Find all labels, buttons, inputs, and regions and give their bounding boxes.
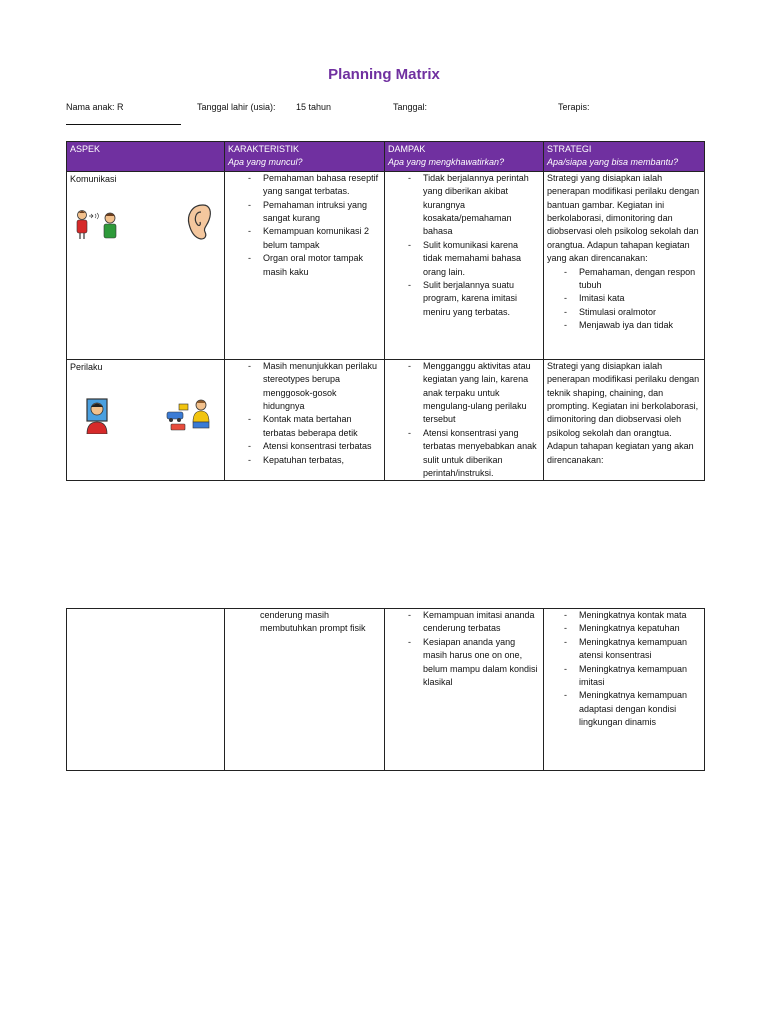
list-item: - Pemahaman bahasa reseptif yang sangat terbatas.: [228, 172, 381, 199]
list-item: - Stimulasi oralmotor: [547, 306, 701, 319]
aspek-label: Komunikasi: [70, 173, 117, 184]
nama-anak: Nama anak: R: [66, 102, 124, 112]
talking-people-icon: [74, 208, 122, 240]
list-item: - Meningkatnya kemampuan atensi konsentrasi: [547, 636, 701, 663]
aspek-cell: [67, 359, 225, 481]
list-item: - Mengganggu aktivitas atau kegiatan yang lain, karena anak terpaku untuk mengulang-ulang perilaku tersebut: [388, 360, 540, 427]
dampak-cell: [385, 359, 544, 481]
list-item: - Sulit berjalannya suatu program, karena imitasi meniru yang terbatas.: [388, 279, 540, 319]
aspek-label: Perilaku: [70, 361, 103, 372]
planning-matrix-table: [66, 141, 705, 481]
list-item: - Kepatuhan terbatas,: [228, 454, 381, 467]
list-item: - Kemampuan komunikasi 2 belum tampak: [228, 225, 381, 252]
list-item: - Imitasi kata: [547, 292, 701, 305]
header-dampak: DAMPAK Apa yang mengkhawatirkan?: [385, 142, 544, 172]
tanggal-lahir-label: Tanggal lahir (usia):: [197, 102, 276, 112]
karakteristik-cell: [225, 171, 385, 359]
table-row-perilaku: [67, 359, 705, 481]
list-item: - Meningkatnya kemampuan adaptasi dengan kondisi lingkungan dinamis: [547, 689, 701, 729]
name-underline: [66, 124, 181, 125]
header-karakteristik: KARAKTERISTIK Apa yang muncul?: [225, 142, 385, 172]
list-item: - Pemahaman, dengan respon tubuh: [547, 266, 701, 293]
planning-matrix-continuation-table: [66, 608, 705, 771]
page-title: Planning Matrix: [328, 66, 440, 83]
tanggal-label: Tanggal:: [393, 102, 428, 112]
list-item: - Sulit komunikasi karena tidak memahami bahasa orang lain.: [388, 239, 540, 279]
list-item: - Kesiapan ananda yang masih harus one on one, belum mampu dalam kondisi klasikal: [388, 636, 540, 690]
header-strategi: STRATEGI Apa/siapa yang bisa membantu?: [544, 142, 705, 172]
dampak-cell: [385, 171, 544, 359]
table-row-perilaku-continued: [67, 609, 705, 771]
list-item: - Meningkatnya kontak mata: [547, 609, 701, 622]
karakteristik-cell: [225, 609, 385, 771]
list-item: - Kemampuan imitasi ananda cenderung terbatas: [388, 609, 540, 636]
karakteristik-continued-text: cenderung masih membutuhkan prompt fisik: [260, 610, 366, 634]
list-item: - Meningkatnya kemampuan imitasi: [547, 663, 701, 690]
terapis-label: Terapis:: [558, 102, 590, 112]
list-item: - Kontak mata bertahan terbatas beberapa detik: [228, 413, 381, 440]
aspek-cell: [67, 171, 225, 359]
header-row: [67, 142, 705, 172]
strategi-text: Strategi yang disiapkan ialah penerapan modifikasi perilaku dengan teknik shaping, chaining, dan prompting. Kegiatan ini berkolaborasi, dimonitoring dan diobservasi oleh psikolog sekolah dan orangtua. Adapun tahapan kegiatan yang akan direncanakan:: [547, 360, 700, 465]
list-item: - Atensi konsentrasi terbatas: [228, 440, 381, 453]
mirror-face-icon: [85, 398, 109, 434]
list-item: - Pemahaman intruksi yang sangat kurang: [228, 199, 381, 226]
list-item: - Organ oral motor tampak masih kaku: [228, 252, 381, 279]
header-aspek: ASPEK: [67, 142, 225, 172]
list-item: - Masih menunjukkan perilaku stereotypes berupa menggosok-gosok hidungnya: [228, 360, 381, 414]
list-item: - Atensi konsentrasi yang terbatas menyebabkan anak sulit untuk diberikan perintah/instruksi.: [388, 427, 540, 481]
strategi-text: Strategi yang disiapkan ialah penerapan modifikasi perilaku dengan bantuan gambar. Kegiatan ini berkolaborasi, dimonitoring dan diobservasi oleh psikolog sekolah dan orangtua. Adapun tahapan kegiatan yang akan direncanakan:: [547, 172, 700, 264]
table-row-komunikasi: [67, 171, 705, 359]
strategi-cell: [544, 171, 705, 359]
strategi-cell: [544, 609, 705, 771]
usia-value: 15 tahun: [296, 102, 332, 112]
playing-toys-icon: [165, 398, 211, 432]
dampak-cell: [385, 609, 544, 771]
strategi-cell: [544, 359, 705, 481]
aspek-cell: [67, 609, 225, 771]
list-item: - Menjawab iya dan tidak: [547, 319, 701, 332]
list-item: - Tidak berjalannya perintah yang diberikan akibat kurangnya kosakata/pemahaman bahasa: [388, 172, 540, 239]
list-item: - Meningkatnya kepatuhan: [547, 622, 701, 635]
karakteristik-cell: [225, 359, 385, 481]
ear-icon: [183, 202, 215, 242]
